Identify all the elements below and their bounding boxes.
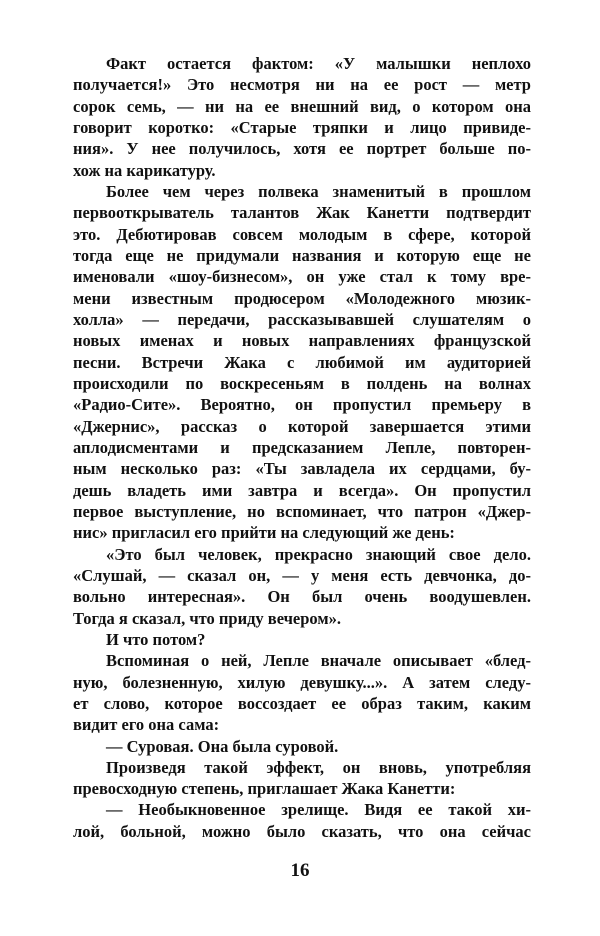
text-line: Вспоминая о ней, Лепле вначале описывает «блед-	[106, 651, 531, 671]
text-line: «Слушай, — сказал он, — у меня есть девчонка, до-	[73, 565, 531, 585]
text-line: происходили по воскресеньям в полдень на волнах	[73, 373, 531, 393]
text-line: аплодисментами и предсказанием Лепле, повторен-	[73, 437, 531, 457]
text-line: песни. Встречи Жака с любимой им аудиторией	[73, 352, 531, 372]
text-line: ную, болезненную, хилую девушку...». А затем следу-	[73, 672, 531, 692]
page-body-text	[73, 53, 531, 842]
text-line: хож на карикатуру.	[73, 160, 216, 180]
text-line: именовали «шоу-бизнесом», он уже стал к тому вре-	[73, 267, 531, 287]
text-line: ния». У нее получилось, хотя ее портрет больше по-	[73, 139, 531, 159]
text-line: лой, больной, можно было сказать, что она сейчас	[73, 821, 531, 841]
text-line: «Это был человек, прекрасно знающий свое дело.	[106, 544, 531, 564]
text-line: тогда еще не придумали названия и которую еще не	[73, 245, 531, 265]
text-line: превосходную степень, приглашает Жака Канетти:	[73, 779, 456, 799]
text-line: новых именах и новых направлениях французской	[73, 331, 531, 351]
text-line: Произведя такой эффект, он вновь, употребляя	[106, 757, 531, 777]
text-line: это. Дебютировав совсем молодым в сфере, которой	[73, 224, 531, 244]
text-line: Более чем через полвека знаменитый в прошлом	[106, 181, 531, 201]
text-line: первооткрыватель талантов Жак Канетти подтвердит	[73, 203, 531, 223]
text-line: дешь владеть ими завтра и всегда». Он пропустил	[73, 480, 531, 500]
text-line: Факт остается фактом: «У малышки неплохо	[106, 54, 531, 73]
text-line: первое выступление, но вспоминает, что патрон «Джер-	[73, 501, 531, 521]
text-line: говорит коротко: «Старые тряпки и лицо привиде-	[73, 117, 531, 137]
text-line: «Радио-Сите». Вероятно, он пропустил премьеру в	[73, 395, 531, 415]
text-line: нис» пригласил его прийти на следующий же день:	[73, 523, 455, 543]
text-line: И что потом?	[106, 629, 206, 649]
text-line: «Джернис», рассказ о которой завершается этими	[73, 416, 531, 436]
text-line: — Суровая. Она была суровой.	[106, 736, 339, 756]
text-line: — Необыкновенное зрелище. Видя ее такой хи-	[106, 800, 531, 820]
text-line: получается!» Это несмотря ни на ее рост — метр	[73, 75, 531, 95]
text-line: Тогда я сказал, что приду вечером».	[73, 608, 341, 628]
text-line: видит его она сама:	[73, 715, 220, 735]
text-line: ным несколько раз: «Ты завладела их сердцами, бу-	[73, 459, 531, 479]
text-line: ет слово, которое воссоздает ее образ таким, каким	[73, 693, 531, 713]
text-line: сорок семь, — ни на ее внешний вид, о котором она	[73, 96, 531, 116]
text-line: холла» — передачи, рассказывавшей слушателям о	[73, 309, 531, 329]
text-line: мени известным продюсером «Молодежного мюзик-	[73, 288, 531, 308]
text-line: вольно интересная». Он был очень воодушевлен.	[73, 587, 531, 607]
page-number: 16	[290, 860, 310, 881]
